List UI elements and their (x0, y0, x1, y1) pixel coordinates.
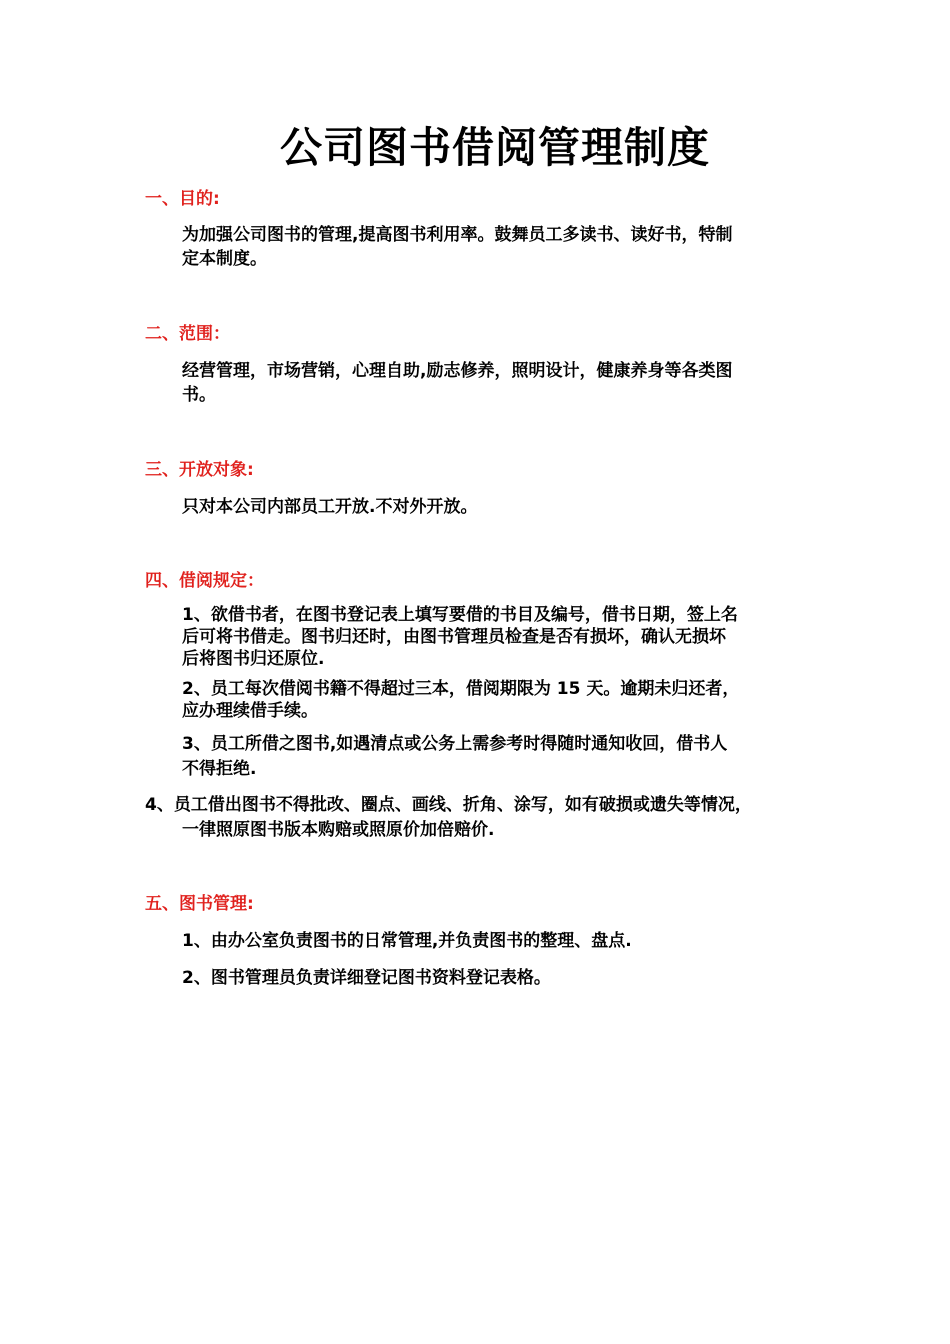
text-line: 不得拒绝. (182, 759, 257, 779)
rule-item-3 (182, 732, 822, 782)
section-heading-borrowing-rules: 四、借阅规定： (145, 571, 264, 591)
text-line: 后可将书借走。图书归还时，由图书管理员检查是否有损坏，确认无损坏 (182, 627, 726, 647)
section-heading-book-management: 五、图书管理: (145, 894, 254, 914)
text-line: 2、员工每次借阅书籍不得超过三本，借阅期限为 15 天。逾期未归还者， (182, 679, 740, 699)
section-body-audience (182, 495, 822, 519)
text-line: 定本制度。 (182, 249, 267, 269)
section-body-purpose (182, 223, 822, 271)
management-item-2 (182, 966, 822, 990)
section-body-scope (182, 359, 822, 407)
management-item-1 (182, 929, 822, 953)
text-line: 3、员工所借之图书,如遇清点或公务上需参考时得随时通知收回，借书人 (182, 734, 728, 754)
text-line: 只对本公司内部员工开放.不对外开放。 (182, 497, 478, 517)
text-line: 后将图书归还原位. (182, 649, 325, 669)
text-line: 1、由办公室负责图书的日常管理,并负责图书的整理、盘点. (182, 931, 632, 951)
page-title: 公司图书借阅管理制度 (279, 123, 710, 172)
section-heading-purpose: 一、目的: (145, 189, 220, 209)
text-line: 经营管理，市场营销，心理自助,励志修养，照明设计，健康养身等各类图 (182, 361, 733, 381)
rule-item-4 (145, 793, 752, 843)
rule-item-1 (182, 604, 822, 670)
text-line: 2、图书管理员负责详细登记图书资料登记表格。 (182, 968, 551, 988)
section-heading-audience: 三、开放对象: (145, 460, 254, 480)
text-line: 1、欲借书者，在图书登记表上填写要借的书目及编号，借书日期，签上名 (182, 605, 738, 625)
text-line: 书。 (182, 385, 216, 405)
text-line: 为加强公司图书的管理,提高图书利用率。鼓舞员工多读书、读好书，特制 (182, 225, 733, 245)
section-heading-scope: 二、范围： (145, 324, 230, 344)
text-line: 4、员工借出图书不得批改、圈点、画线、折角、涂写，如有破损或遗失等情况， (145, 795, 752, 815)
text-line: 一律照原图书版本购赔或照原价加倍赔价. (182, 820, 495, 840)
text-line: 应办理续借手续。 (182, 701, 318, 721)
rule-item-2 (182, 678, 822, 722)
